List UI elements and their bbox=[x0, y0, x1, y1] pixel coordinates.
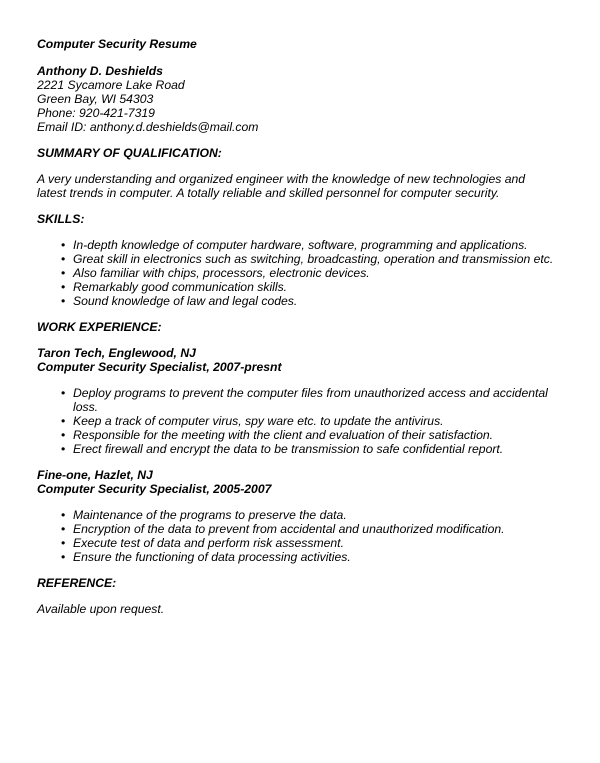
list-item-text: Also familiar with chips, processors, electronic devices. bbox=[73, 266, 370, 280]
list-item bbox=[37, 280, 563, 294]
list-item-text: Execute test of data and perform risk assessment. bbox=[73, 536, 344, 550]
list-item-text: Responsible for the meeting with the client and evaluation of their satisfaction. bbox=[73, 428, 494, 442]
reference-text: Available upon request. bbox=[37, 602, 165, 616]
summary-heading: SUMMARY OF QUALIFICATION: bbox=[37, 146, 222, 160]
job-role: Computer Security Specialist, 2005-2007 bbox=[37, 482, 272, 496]
phone-line: Phone: 920-421-7319 bbox=[37, 106, 155, 120]
bullet-icon: • bbox=[61, 508, 66, 522]
list-item-text: Maintenance of the programs to preserve the data. bbox=[73, 508, 347, 522]
bullet-icon: • bbox=[61, 238, 66, 252]
list-item bbox=[37, 550, 563, 564]
address-line-1: 2221 Sycamore Lake Road bbox=[37, 78, 185, 92]
list-item bbox=[37, 252, 563, 266]
skills-heading: SKILLS: bbox=[37, 212, 85, 226]
skills-list bbox=[37, 238, 577, 308]
bullet-icon: • bbox=[61, 294, 66, 308]
list-item-text: Encryption of the data to prevent from accidental and unauthorized modification. bbox=[73, 522, 505, 536]
address-line-2: Green Bay, WI 54303 bbox=[37, 92, 154, 106]
list-item bbox=[37, 442, 563, 456]
candidate-name: Anthony D. Deshields bbox=[37, 64, 163, 78]
list-item bbox=[37, 386, 563, 414]
list-item bbox=[37, 414, 563, 428]
job-duties-list bbox=[37, 386, 577, 456]
list-item bbox=[37, 428, 563, 442]
list-item-text: Deploy programs to prevent the computer files from unauthorized access and accidental loss. bbox=[73, 386, 548, 414]
list-item-text: Ensure the functioning of data processing activities. bbox=[73, 550, 351, 564]
document-title: Computer Security Resume bbox=[37, 37, 197, 51]
list-item-text: Sound knowledge of law and legal codes. bbox=[73, 294, 298, 308]
list-item bbox=[37, 238, 563, 252]
bullet-icon: • bbox=[61, 414, 66, 428]
email-line: Email ID: anthony.d.deshields@mail.com bbox=[37, 120, 259, 134]
list-item bbox=[37, 536, 563, 550]
list-item-text: Erect firewall and encrypt the data to be transmission to safe confidential report. bbox=[73, 442, 504, 456]
list-item bbox=[37, 266, 563, 280]
list-item bbox=[37, 522, 563, 536]
contact-block bbox=[37, 64, 577, 134]
job-duties-list bbox=[37, 508, 577, 564]
job-company: Fine-one, Hazlet, NJ bbox=[37, 468, 153, 482]
bullet-icon: • bbox=[61, 550, 66, 564]
job-entry-1 bbox=[37, 346, 577, 456]
reference-heading: REFERENCE: bbox=[37, 576, 117, 590]
resume-page bbox=[37, 37, 577, 616]
list-item bbox=[37, 294, 563, 308]
bullet-icon: • bbox=[61, 252, 66, 266]
bullet-icon: • bbox=[61, 522, 66, 536]
bullet-icon: • bbox=[61, 280, 66, 294]
list-item-text: Keep a track of computer virus, spy ware etc. to update the antivirus. bbox=[73, 414, 444, 428]
list-item-text: Remarkably good communication skills. bbox=[73, 280, 288, 294]
list-item-text: Great skill in electronics such as switching, broadcasting, operation and transmission etc. bbox=[73, 252, 554, 266]
bullet-icon: • bbox=[61, 442, 66, 456]
work-heading: WORK EXPERIENCE: bbox=[37, 320, 162, 334]
job-entry-2 bbox=[37, 468, 577, 564]
job-company: Taron Tech, Englewood, NJ bbox=[37, 346, 196, 360]
bullet-icon: • bbox=[61, 266, 66, 280]
list-item bbox=[37, 508, 563, 522]
summary-text: A very understanding and organized engineer with the knowledge of new technologies and latest trends in computer. A totally reliable and skilled personnel for computer security. bbox=[37, 172, 526, 200]
bullet-icon: • bbox=[61, 386, 66, 400]
list-item-text: In-depth knowledge of computer hardware, software, programming and applications. bbox=[73, 238, 528, 252]
bullet-icon: • bbox=[61, 428, 66, 442]
job-role: Computer Security Specialist, 2007-presnt bbox=[37, 360, 282, 374]
bullet-icon: • bbox=[61, 536, 66, 550]
